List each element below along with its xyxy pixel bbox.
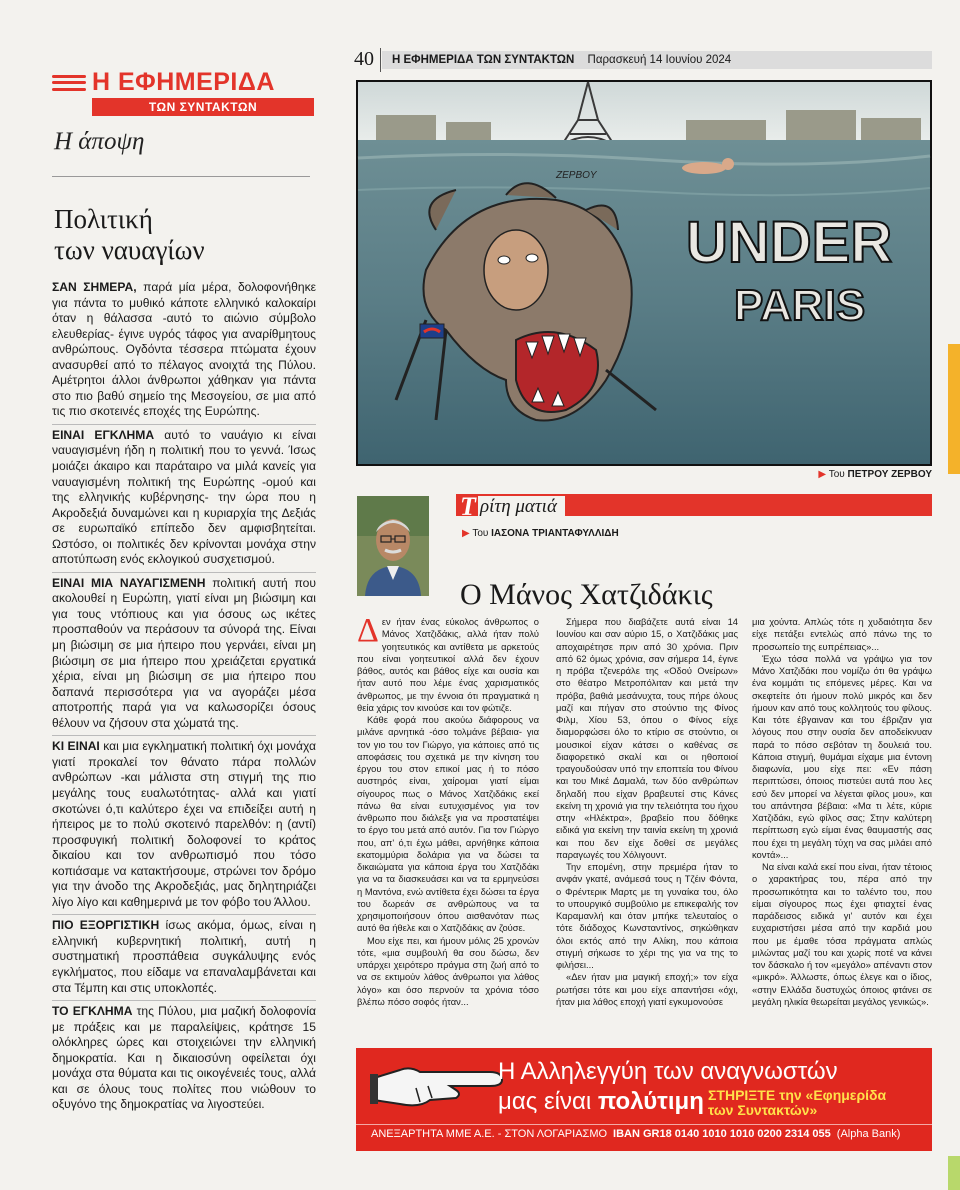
header-divider — [380, 48, 381, 72]
byline-name: ΙΑΣΟΝΑ ΤΡΙΑΝΤΑΦΥΛΛΙΔΗ — [491, 528, 619, 539]
column-byline — [462, 528, 619, 539]
section-label: Η άποψη — [54, 128, 145, 155]
section-divider — [52, 176, 310, 177]
byline-prefix: Του — [472, 528, 489, 539]
masthead-subtitle: ΤΩΝ ΣΥΝΤΑΚΤΩΝ — [92, 98, 314, 116]
logo-stripes-icon — [52, 75, 86, 91]
byline-triangle-icon: ▶ — [462, 528, 470, 539]
editorial-title — [54, 204, 304, 266]
masthead-logo — [52, 68, 314, 116]
cartoon-headline-paris: PARIS — [734, 281, 866, 330]
column-section-name: ρίτη ματιά — [478, 496, 565, 518]
solidarity-ad[interactable] — [356, 1048, 932, 1151]
edge-color-mark — [948, 1156, 960, 1190]
page-number: 40 — [354, 48, 374, 70]
article-paragraph: Κάθε φορά που ακούω διάφορους να μιλάνε αρνητικά -όσο τολμάνε βέβαια- για τον γιο του τον Γιώργο, για κάποιες από τις αποφάσεις του σχετικά με την κίνηση του έργου του στον επικοί μας ή το πόσο αυστηρός είναι, χαίρομαι γιατί είμαι σίγουρος πως ο Μάνος Χατζιδάκις εκεί πάνω θα είναι ευτυχισμένος για τον άνθρωπο που διάλεξε για να προστατέψει το έργο του μετά από αυτόν. Για τον Γιώργο που, απ' ό,τι έχω μάθει, αρνήθηκε κάποια εκατομμύρια δολάρια για να δώσει τα δικαιώματα για κάποια έργα του Χατζιδάκι για να τα διασκευάσει και να τα ερμηνεύσει η Μαντόνα, ενώ αντίθετα έχει δώσει τα έργα του δωρεάν σε ανθρώπους να τα χρησιμοποιήσουν όπου αισθανόταν πως αυτό θα ήθελε και ο Χατζιδάκις αν ζούσε. — [357, 715, 539, 934]
cartoon-illustration — [356, 80, 932, 466]
ad-divider — [356, 1124, 932, 1125]
column-section-initial: Τ — [460, 492, 476, 521]
editorial-title-line1: Πολιτική — [54, 204, 153, 234]
cartoon-headline-under: UNDER — [686, 210, 893, 275]
cartoon-credit — [760, 469, 932, 480]
page-header-bar — [382, 51, 932, 69]
editorial-paragraph: ΕΙΝΑΙ ΕΓΚΛΗΜΑ αυτό το ναυάγιο κι είναι ναυαγισμένη ήδη η πολιτική που το γεννά. Ίσως μοιάζει άκαιρο και παράταιρο να μιλά κανείς για ναυαγισμένη πολιτική της Ευρώπης -ομού και της ελληνικής κυβέρνησης- την ώρα που η Ακροδεξιά δυναμώνει και η κυριαρχία της Δεξιάς σε ευρωπαϊκό επίπεδο δεν αμφισβητείται. Ωστόσο, οι πολιτικές δεν κρίνονται μονάχα στην αποτύπωση ενός εκλογικού συσχετισμού. — [52, 424, 316, 568]
article-paragraph: Μου είχε πει, και ήμουν μόλις 25 χρονών τότε, «μια συμβουλή θα σου δώσω, δεν υπάρχει χειρότερο πράγμα στη ζωή από το να σε εκτιμούν λάθος άνθρωποι για λάθος λόγο» και όσο περνούν τα χρόνια τόσο βλέπω πόσο σοφός ήταν... — [357, 935, 539, 1007]
article-paragraph: Σήμερα που διαβάζετε αυτά είναι 14 Ιουνίου και σαν αύριο 15, ο Χατζιδάκις μας αποχαιρέτησε πριν από 30 χρόνια. Πριν από 62 όμως χρόνια, σαν σήμερα 14, έγινε η πρόβα τζενεράλε της «Οδού Ονείρων» στο θέατρο Μετροπόλιταν και μετά την πρόβα, βαθιά μεσάνυχτα, τους πήρε όλους μαζί και πήγαν στο στούντιο της Φίνος Φιλμ, Χίου 53, όπου ο Φίνος είχε διαμορφώσει όλο το κτίριο σε στούντιο, οι μουσικοί είχαν κάτσει ο καθένας σε διαφορετικό σκαλί και οι ηθοποιοί τραγουδούσαν υπό την εποπτεία του Φίνου και του Μικέ Δαμαλά, των δύο ανθρώπων δηλαδή που είχαν βραβευτεί στις Κάνες εκείνη τη χρονιά για την τελειότητα του ήχου στην «Ηλέκτρα», βραβείο που δόθηκε ειδικά για εκείνη την ταινία εκείνη τη χρονιά και που δεν είχε δοθεί σε μεγάλες παραγωγές του Χόλιγουντ. — [556, 617, 738, 860]
credit-triangle-icon: ▶ — [818, 469, 827, 480]
editorial-title-line2: των ναυαγίων — [54, 235, 205, 265]
editorial-paragraph: ΚΙ ΕΙΝΑΙ και μια εγκληματική πολιτική όχι μονάχα γιατί προκαλεί τον θάνατο πάρα πολλών ανθρώπων -και μάλιστα στη στιγμή της πιο μεγάλης τους ευαλωτότητας- αλλά και γιατί σκοτώνει ό,τι καλύτερο έχει να επιδείξει αυτή η ήπειρος με το πολύ σκοτεινό παρελθόν: η (αντί) προσφυγική πολιτική δολοφονεί το κράτος δικαίου και τον ανθρωπισμό που τόσο κοπιάσαμε να κατακτήσουμε, στρώνει τον δρόμο για την άνοδο της Ακροδεξιάς, μας δηλητηριάζει λίγο λίγο και καθημερινά με τον φόβο του Άλλου. — [52, 735, 316, 910]
editorial-body — [52, 280, 316, 1117]
article-title: Ο Μάνος Χατζιδάκις — [460, 578, 713, 611]
ad-call-to-action: ΣΤΗΡΙΞΤΕ την «Εφημερίδα των Συντακτών» — [708, 1087, 887, 1118]
article-dropcap: Δ — [357, 612, 379, 649]
cartoon-signature: ZEPBOY — [556, 170, 597, 181]
ad-account-info: ΑΝΕΞΑΡΤΗΤΑ ΜΜΕ Α.Ε. - ΣΤΟΝ ΛΟΓΑΡΙΑΣΜΟ IBAN GR18 0140 1010 1010 0200 2314 055 (Alpha Bank) — [371, 1128, 901, 1140]
editorial-paragraph: ΣΑΝ ΣΗΜΕΡΑ, παρά μία μέρα, δολοφονήθηκε για πάντα το μυθικό κάποτε ελληνικό καλοκαίρι όταν η θάλασσα -αυτό το αιώνιο σύμβολο ελευθερίας- έγινε υγρός τάφος για αναρίθμητους ανθρώπους. Ογδόντα τέσσερα πτώματα έχουν ανασυρθεί από το πέλαγος ανοιχτά της Πύλου. Αμέτρητοι άλλοι άνθρωποι χάθηκαν για πάντα στο πιο βαθύ σημείο της Μεσογείου, σε μια από τις πιο σκοτεινές εποχές της Ευρώπης. — [52, 280, 317, 419]
editorial-paragraph: ΠΙΟ ΕΞΟΡΓΙΣΤΙΚΗ ίσως ακόμα, όμως, είναι η ελληνική κυβερνητική πολιτική, αυτή η συστηματική προσπάθεια συγκάλυψης ενός εγκλήματος, που είδαμε να επαναλαμβάνεται και στα Τέμπη και στις υποκλοπές. — [52, 914, 316, 996]
editorial-paragraph: ΕΙΝΑΙ ΜΙΑ ΝΑΥΑΓΙΣΜΕΝΗ πολιτική αυτή που ακολουθεί η Ευρώπη, γιατί είναι μη βιώσιμη και για τους ντόπιους και για όσους ως ικέτες προσπαθούν να περάσουν τα σύνορά της. Είναι μη βιώσιμη σε μια ήπειρο που γερνάει, είναι μη βιώσιμη σε μια ήπειρο που χρειάζεται εργατικά χέρια, είναι μη βιώσιμη σε μια ήπειρο που δαπανά περισσότερα για να αγοράζει μέσα αποτροπής παρά για να καλωσορίζει όσους θέλουν να ζήσουν στα χώματά της. — [52, 572, 316, 731]
article-paragraph: Την επομένη, στην πρεμιέρα ήταν το ανφάν γκατέ, ανάμεσά τους η Τζέιν Φόντα, ο Φρέντερικ Μαρτς με τη γυναίκα του, όλο το υπουργικό συμβούλιο με επικεφαλής τον Καραμανλή και όταν μπήκε τελευταίος ο τότε διάδοχος Κωνσταντίνος, σηκώθηκαν όλοι εκτός από την Αλίκη, που κάποια στιγμή σήκωσε το χέρι της για να της το φιλήσει... — [556, 862, 738, 970]
article-paragraph: Να είναι καλά εκεί που είναι, ήταν τέτοιος ο χαρακτήρας του, πέρα από την προσωπικότητα και το ταλέντο του, που είμαι σίγουρος πως έχει φτιαχτεί ένας παράδεισος ειδικά γι' αυτόν και έχει ευχαριστήσει μέσα από την καρδιά μου που με έμαθε τόσα πράγματα απλώς μιλώντας μαζί του και χωρίς ποτέ να κάνει τον δάσκαλο ή τον «μεγάλο» απέναντι στον «μικρό». Άλλωστε, όπως έλεγε και ο ίδιος, «στην Ελλάδα δυστυχώς όποιος φτάνει σε μεγάλη ηλικία θεωρείται μεγάλος γενικώς». — [752, 862, 932, 1007]
article-column-3 — [752, 616, 932, 1008]
column-section-bar — [456, 492, 932, 521]
credit-name: ΠΕΤΡΟΥ ΖΕΡΒΟΥ — [847, 469, 932, 480]
article-column-1 — [357, 612, 539, 1008]
article-paragraph: Δεν ήταν ένας εύκολος άνθρωπος ο Μάνος Χατζιδάκις, αλλά ήταν πολύ γοητευτικός και αντίθετα με αρκετούς που είναι γοητευτικοί αλλά δεν έχουν βάθος, αυτός και βάθος είχε και ουσία και ήταν αυτό που λέμε ένας χαρισματικός άνθρωπος, με την έννοια ότι πραγματικά η θεία χάρις τον κινούσε και τον φώτιζε. — [357, 612, 539, 713]
article-column-2 — [556, 616, 738, 1008]
article-paragraph: μια χούντα. Απλώς τότε η χυδαιότητα δεν είχε πετάξει εντελώς από πάνω της το προσωπείο της ευπρέπειας»... — [752, 617, 932, 652]
edge-color-mark — [948, 344, 960, 474]
article-paragraph: Έχω τόσα πολλά να γράψω για τον Μάνο Χατζιδάκι που νομίζω ότι θα γράψω ένα κομμάτι τις επόμενες μέρες. Και να σκεφτείτε ότι ήμουν πολύ μικρός και δεν ήμουν καν από τους κολλητούς του φίλους. Και τότε έβγαιναν και του έβριζαν για λόγους που στην ουσία δεν αποδείκνυαν παρά το πόσο σεβόταν τη δουλειά του. Κάποια στιγμή, θυμάμαι είχαμε μια έντονη διαφωνία, μου είχε πει: «Εν πάση περιπτώσει, όποιος πιστεύει αυτά που λες εσύ δεν μπορεί να λέγεται φίλος μου», και του απάντησα βέβαια: «Μα τι λέτε, κύριε Χατζιδάκι, εγώ φίλος σας; Στην καλύτερη περίπτωση εγώ είμαι ένας θαυμαστής σας που έχει τη μεγάλη τύχη να σας μιλάει από κοντά»... — [752, 653, 932, 860]
ad-headline: Η Αλληλεγγύη των αναγνωστών — [498, 1058, 838, 1085]
header-paper-name: Η ΕΦΗΜΕΡΙΔΑ ΤΩΝ ΣΥΝΤΑΚΤΩΝ — [392, 54, 575, 66]
masthead-title: Η ΕΦΗΜΕΡΙΔΑ — [92, 68, 275, 96]
columnist-portrait — [357, 496, 429, 596]
article-paragraph: «Δεν ήταν μια μαγική εποχή;» τον είχα ρωτήσει τότε και μου είχε απαντήσει «όχι, ήταν μια λάθος εποχή γιατί εγκυμονούσε — [556, 972, 738, 1007]
credit-prefix: Του — [828, 469, 845, 480]
editorial-paragraph: ΤΟ ΕΓΚΛΗΜΑ της Πύλου, μια μαζική δολοφονία με πράξεις και με παραλείψεις, κράτησε 15 ολόκληρες ώρες και στοιχειώνει την ελληνική δημοκρατία. Και η δικαιοσύνη οφείλεται όχι μονάχα στα θύματα και τις οικογένειές τους, αλλά και σε όλους τους πολίτες που νιώθουν το οξυγόνο της δημοκρατίας να λιγοστεύει. — [52, 1000, 316, 1113]
ad-subheadline: μας είναι πολύτιμη — [498, 1088, 704, 1115]
header-date: Παρασκευή 14 Ιουνίου 2024 — [587, 54, 732, 66]
